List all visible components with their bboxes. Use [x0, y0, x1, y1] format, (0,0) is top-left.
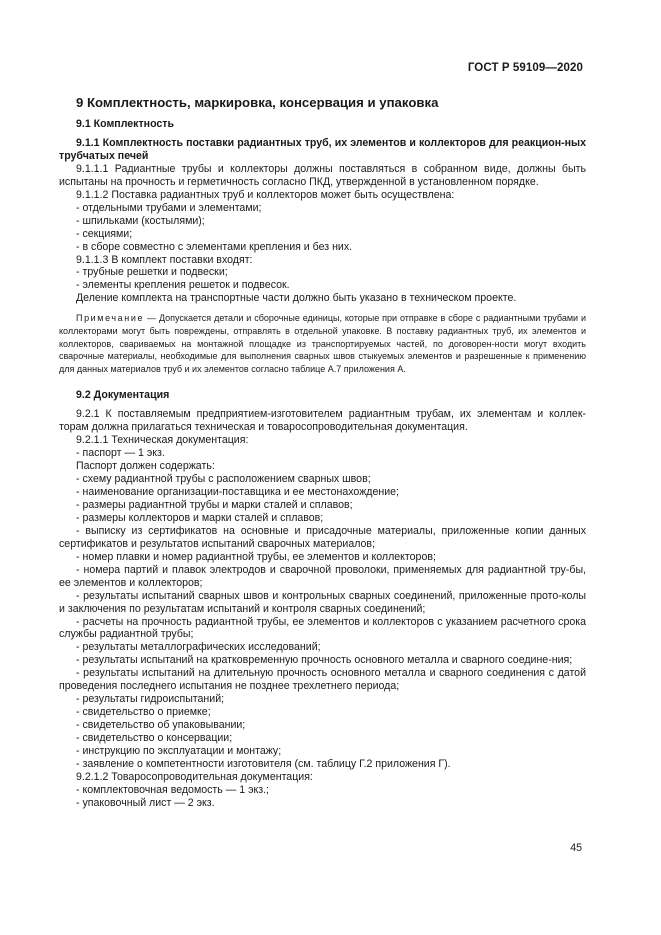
list-item: - номера партий и плавок электродов и сварочной проволоки, применяемых для радиантной тру-бы, ее элементов и коллекторов; [59, 563, 586, 589]
list-item: - шпильками (костылями); [76, 214, 205, 227]
list-item: - результаты испытаний на длительную прочность основного металла и сварного соединения с датой проведения последнего испытания не позднее трехлетнего периода; [59, 667, 586, 693]
list-item: - результаты испытаний на кратковременную прочность основного металла и сварного соедине-ния; [76, 654, 573, 667]
paragraph-division: Деление комплекта на транспортные части должно быть указано в техническом проекте. [76, 292, 517, 305]
paragraph-9-2-1: 9.2.1 К поставляемым предприятием-изготовителем радиантным трубам, их элементам и коллек-торам должна прилагаться техническая и товаросопроводительная документация. [59, 408, 586, 434]
section-9-1-1-title: 9.1.1 Комплектность поставки радиантных труб, их элементов и коллекторов для реакцион-ных трубчатых печей [59, 136, 586, 162]
list-item: - инструкцию по эксплуатации и монтажу; [76, 745, 282, 758]
note-text: — Допускается детали и сборочные единицы, которые при отправке в сборе с радиантными трубами и коллекторами могут быть повреждены, отправлять в отдельной упаковке. В поставку радиантных труб, их элементов и коллекторов, свариваемых на монтажной площадке из транспортируемых частей, по договорен-ности могут входить сварочные материалы, необходимые для выполнения сварных швов стыкуемых элементов и разрешенные к применению для данных материалов труб и их элементов согласно таблице А.7 приложения А. [59, 313, 586, 374]
list-item: - результаты гидроиспытаний; [76, 693, 225, 706]
list-item: - результаты испытаний сварных швов и контрольных сварных соединений, приложенные прото-колы и заключения по результатам испытаний и контроля сварных соединений; [59, 589, 586, 615]
list-item: - отдельными трубами и элементами; [76, 201, 262, 214]
section-9-title: 9 Комплектность, маркировка, консервация и упаковка [76, 95, 439, 110]
page-content [59, 95, 586, 810]
list-item: - секциями; [76, 227, 133, 240]
list-item: - элементы крепления решеток и подвесок. [76, 279, 290, 292]
list-item: - свидетельство о приемке; [76, 706, 211, 719]
list-item: - схему радиантной трубы с расположением сварных швов; [76, 473, 371, 486]
paragraph-9-2-1-1: 9.2.1.1 Техническая документация: [76, 434, 249, 447]
list-item: - размеры коллекторов и марки сталей и сплавов; [76, 511, 324, 524]
paragraph-9-1-1-2: 9.1.1.2 Поставка радиантных труб и коллекторов может быть осуществлена: [76, 188, 455, 201]
section-9-1-title: 9.1 Комплектность [76, 118, 174, 130]
list-item: - номер плавки и номер радиантной трубы, ее элементов и коллекторов; [76, 550, 436, 563]
note [59, 312, 586, 375]
list-item: - упаковочный лист — 2 экз. [76, 796, 215, 809]
list-item: - трубные решетки и подвески; [76, 266, 228, 279]
document-header: ГОСТ Р 59109—2020 [467, 62, 583, 74]
section-9-2-title: 9.2 Документация [76, 389, 170, 402]
list-item: - наименование организации-поставщика и ее местонахождение; [76, 485, 399, 498]
paragraph-9-1-1-3: 9.1.1.3 В комплект поставки входят: [76, 253, 253, 266]
list-item: - размеры радиантной трубы и марки сталей и сплавов; [76, 498, 353, 511]
paragraph-9-1-1-1: 9.1.1.1 Радиантные трубы и коллекторы должны поставляться в собранном виде, должны быть испытаны на прочность и герметичность согласно ПКД, утвержденной в установленном порядке. [59, 162, 586, 188]
paragraph-passport: Паспорт должен содержать: [76, 460, 215, 473]
list-item: - заявление о компетентности изготовителя (см. таблицу Г.2 приложения Г). [76, 758, 451, 770]
list-item: - комплектовочная ведомость — 1 экз.; [76, 783, 269, 796]
list-item: - свидетельство о консервации; [76, 732, 233, 745]
list-item: - результаты металлографических исследований; [76, 641, 321, 654]
paragraph-9-2-1-2: 9.2.1.2 Товаросопроводительная документация: [76, 770, 313, 783]
page-number: 45 [570, 842, 582, 854]
list-item: - паспорт — 1 экз. [76, 447, 165, 460]
note-label: Примечание [76, 313, 145, 324]
list-item: - расчеты на прочность радиантной трубы, ее элементов и коллекторов с указанием расчетного срока службы радиантной трубы; [59, 615, 586, 641]
list-item: - в сборе совместно с элементами крепления и без них. [76, 240, 353, 253]
list-item: - выписку из сертификатов на основные и присадочные материалы, приложенные копии данных сертификатов и результатов испытаний сварочных материалов; [59, 524, 586, 550]
list-item: - свидетельство об упаковывании; [76, 719, 246, 732]
